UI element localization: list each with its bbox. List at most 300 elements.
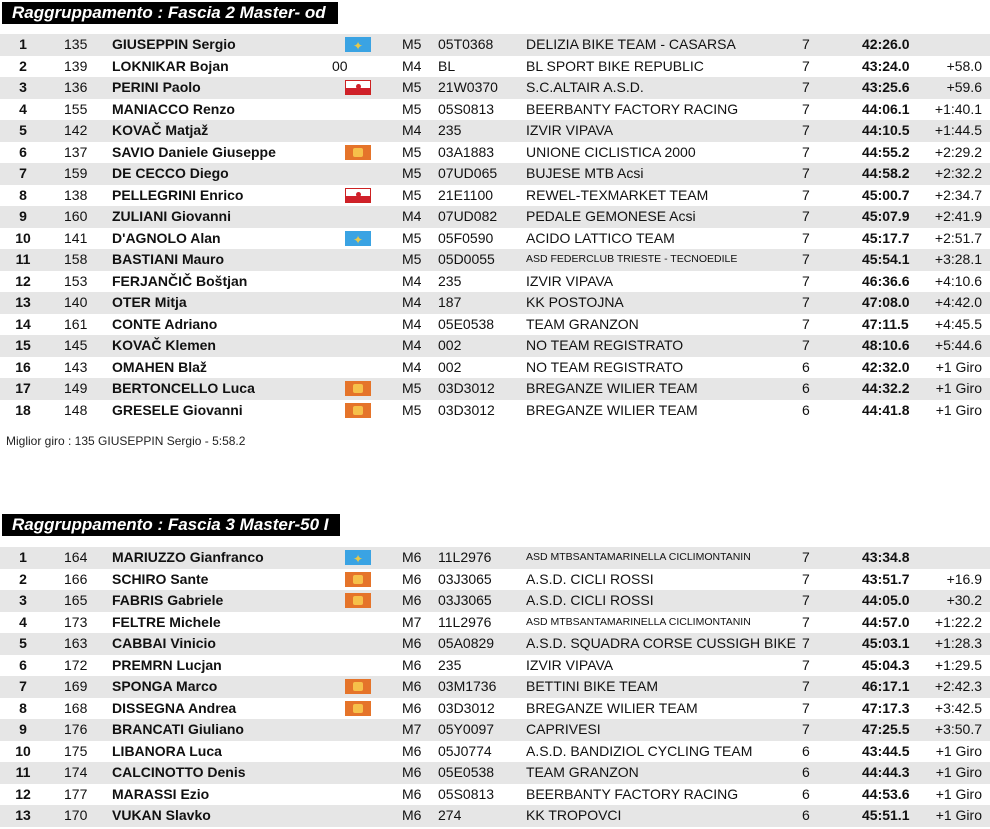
laps-cell: 7 [802, 122, 810, 138]
result-row [0, 249, 990, 271]
orange-flag-icon [345, 145, 371, 160]
category-cell: M4 [402, 358, 422, 375]
laps-cell: 6 [802, 401, 810, 418]
team-name-cell: IZVIR VIPAVA [526, 272, 614, 289]
bib-number-cell: 141 [64, 229, 88, 246]
position-cell: 13 [15, 294, 31, 310]
team-code-cell: 05D0055 [438, 251, 495, 267]
team-code-cell: 03D3012 [438, 380, 495, 396]
team-name-cell: A.S.D. BANDIZIOL CYCLING TEAM [526, 742, 753, 759]
gap-cell: +58.0 [946, 57, 982, 74]
team-name-cell: ACIDO LATTICO TEAM [526, 229, 675, 246]
category-cell: M5 [402, 186, 422, 203]
team-code-cell: 03J3065 [438, 592, 492, 608]
laps-cell: 7 [802, 57, 810, 74]
time-cell: 42:26.0 [862, 36, 910, 52]
team-code-cell: 05E0538 [438, 315, 495, 332]
result-row [0, 120, 990, 142]
position-cell: 17 [15, 380, 31, 396]
result-row [0, 314, 990, 336]
team-name-cell: CAPRIVESI [526, 721, 601, 737]
time-cell: 44:44.3 [862, 764, 910, 780]
category-cell: M7 [402, 613, 422, 630]
team-code-cell: 235 [438, 272, 462, 289]
laps-cell: 7 [802, 699, 810, 716]
category-cell: M5 [402, 100, 422, 117]
laps-cell: 7 [802, 721, 810, 737]
laps-cell: 7 [802, 294, 810, 310]
category-cell: M5 [402, 251, 422, 267]
rider-name-cell: SPONGA Marco [112, 678, 218, 694]
result-row [0, 676, 990, 698]
laps-cell: 7 [802, 549, 810, 565]
team-name-cell: A.S.D. SQUADRA CORSE CUSSIGH BIKE [526, 635, 796, 651]
position-cell: 11 [15, 764, 31, 780]
laps-cell: 7 [802, 165, 810, 181]
time-cell: 44:57.0 [862, 613, 910, 630]
section-title-fascia-3: Raggruppamento : Fascia 3 Master-50 I [2, 514, 340, 536]
bib-number-cell: 174 [64, 764, 88, 780]
result-row [0, 77, 990, 99]
blue-flag-icon [345, 231, 371, 246]
orange-flag-icon [345, 403, 371, 418]
team-name-cell: IZVIR VIPAVA [526, 122, 614, 138]
gap-cell: +1:28.3 [934, 635, 982, 651]
bib-number-cell: 169 [64, 678, 88, 694]
rider-name-cell: KOVAČ Matjaž [112, 122, 209, 138]
rider-name-cell: PELLEGRINI Enrico [112, 186, 244, 203]
gap-cell: +1:40.1 [934, 100, 982, 117]
position-cell: 16 [15, 358, 31, 375]
results-table-fascia-3 [0, 547, 990, 827]
gap-cell: +1 Giro [935, 401, 982, 418]
flag-cell [336, 698, 380, 720]
laps-cell: 7 [802, 143, 810, 160]
position-cell: 1 [19, 549, 27, 565]
rider-name-cell: PREMRN Lucjan [112, 656, 222, 673]
position-cell: 12 [15, 272, 31, 289]
team-code-cell: 21W0370 [438, 79, 498, 95]
position-cell: 3 [19, 592, 27, 608]
bib-number-cell: 139 [64, 57, 88, 74]
category-cell: M6 [402, 656, 422, 673]
position-cell: 10 [15, 229, 31, 246]
gap-cell: +2:29.2 [934, 143, 982, 160]
category-cell: M4 [402, 337, 422, 353]
flag-cell [336, 142, 380, 164]
gap-cell: +1:22.2 [934, 613, 982, 630]
gap-cell: +3:28.1 [934, 251, 982, 267]
team-name-cell: BL SPORT BIKE REPUBLIC [526, 57, 704, 74]
laps-cell: 6 [802, 380, 810, 396]
time-cell: 43:25.6 [862, 79, 910, 95]
category-cell: M6 [402, 635, 422, 651]
rider-name-cell: MARIUZZO Gianfranco [112, 549, 264, 565]
result-row [0, 741, 990, 763]
position-cell: 9 [19, 208, 27, 224]
result-row [0, 378, 990, 400]
results-table-fascia-2 [0, 34, 990, 421]
time-cell: 45:54.1 [862, 251, 910, 267]
position-cell: 6 [19, 656, 27, 673]
rider-name-cell: BASTIANI Mauro [112, 251, 224, 267]
bib-number-cell: 163 [64, 635, 88, 651]
gap-cell: +1:44.5 [934, 122, 982, 138]
result-row [0, 612, 990, 634]
team-name-cell: ASD FEDERCLUB TRIESTE - TECNOEDILE [526, 253, 738, 265]
laps-cell: 7 [802, 592, 810, 608]
bib-number-cell: 164 [64, 549, 88, 565]
gap-cell: +16.9 [946, 570, 982, 587]
laps-cell: 6 [802, 807, 810, 823]
gap-cell: +1 Giro [935, 807, 982, 823]
gap-cell: +1 Giro [935, 764, 982, 780]
flag-cell [336, 569, 380, 591]
position-cell: 3 [19, 79, 27, 95]
section-title-fascia-2: Raggruppamento : Fascia 2 Master- od [2, 2, 338, 24]
category-cell: M5 [402, 79, 422, 95]
time-cell: 47:11.5 [862, 315, 909, 332]
category-cell: M5 [402, 165, 422, 181]
orange-flag-icon [345, 572, 371, 587]
time-cell: 44:32.2 [862, 380, 910, 396]
team-code-cell: 03M1736 [438, 678, 497, 694]
result-row [0, 357, 990, 379]
laps-cell: 7 [802, 656, 810, 673]
flag-cell [336, 590, 380, 612]
bib-number-cell: 143 [64, 358, 88, 375]
team-name-cell: BEERBANTY FACTORY RACING [526, 785, 739, 802]
time-cell: 48:10.6 [862, 337, 910, 353]
orange-flag-icon [345, 679, 371, 694]
time-cell: 44:55.2 [862, 143, 910, 160]
time-cell: 47:08.0 [862, 294, 910, 310]
rider-name-cell: GRESELE Giovanni [112, 401, 243, 418]
gap-cell: +2:32.2 [934, 165, 982, 181]
result-row [0, 762, 990, 784]
bib-number-cell: 145 [64, 337, 88, 353]
rider-name-cell: OTER Mitja [112, 294, 187, 310]
position-cell: 14 [15, 315, 31, 332]
result-row [0, 805, 990, 827]
rider-name-cell: D'AGNOLO Alan [112, 229, 221, 246]
red-white-flag-icon [345, 188, 371, 203]
team-name-cell: BREGANZE WILIER TEAM [526, 380, 698, 396]
position-cell: 15 [15, 337, 31, 353]
category-cell: M4 [402, 294, 422, 310]
team-name-cell: IZVIR VIPAVA [526, 656, 614, 673]
position-cell: 7 [19, 165, 27, 181]
result-row [0, 400, 990, 422]
bib-number-cell: 140 [64, 294, 88, 310]
laps-cell: 6 [802, 358, 810, 375]
category-cell: M5 [402, 36, 422, 52]
time-cell: 45:51.1 [862, 807, 910, 823]
rider-name-cell: FERJANČIČ Boštjan [112, 272, 248, 289]
result-row [0, 185, 990, 207]
team-code-cell: BL [438, 57, 456, 74]
team-name-cell: DELIZIA BIKE TEAM - CASARSA [526, 36, 736, 52]
position-cell: 6 [19, 143, 27, 160]
rider-name-cell: SAVIO Daniele Giuseppe [112, 143, 276, 160]
flag-text-cell: 00 [332, 57, 348, 74]
category-cell: M4 [402, 208, 422, 224]
laps-cell: 7 [802, 79, 810, 95]
rider-name-cell: CALCINOTTO Denis [112, 764, 246, 780]
bib-number-cell: 138 [64, 186, 88, 203]
bib-number-cell: 136 [64, 79, 88, 95]
red-white-flag-icon [345, 80, 371, 95]
bib-number-cell: 170 [64, 807, 88, 823]
team-code-cell: 05S0813 [438, 100, 495, 117]
team-name-cell: BREGANZE WILIER TEAM [526, 699, 698, 716]
team-code-cell: 03A1883 [438, 143, 495, 160]
rider-name-cell: SCHIRO Sante [112, 570, 209, 587]
gap-cell: +2:34.7 [934, 186, 982, 203]
rider-name-cell: MANIACCO Renzo [112, 100, 235, 117]
category-cell: M4 [402, 122, 422, 138]
time-cell: 44:58.2 [862, 165, 910, 181]
rider-name-cell: ZULIANI Giovanni [112, 208, 231, 224]
team-name-cell: A.S.D. CICLI ROSSI [526, 570, 654, 587]
bib-number-cell: 165 [64, 592, 88, 608]
result-row [0, 292, 990, 314]
team-code-cell: 03J3065 [438, 570, 492, 587]
position-cell: 2 [19, 570, 27, 587]
category-cell: M6 [402, 592, 422, 608]
gap-cell: +1 Giro [935, 785, 982, 802]
gap-cell: +1 Giro [935, 742, 982, 759]
team-name-cell: KK TROPOVCI [526, 807, 622, 823]
laps-cell: 6 [802, 785, 810, 802]
flag-cell [336, 676, 380, 698]
bib-number-cell: 137 [64, 143, 88, 160]
laps-cell: 7 [802, 635, 810, 651]
laps-cell: 7 [802, 678, 810, 694]
gap-cell: +4:42.0 [934, 294, 982, 310]
rider-name-cell: CABBAI Vinicio [112, 635, 216, 651]
bib-number-cell: 148 [64, 401, 88, 418]
bib-number-cell: 168 [64, 699, 88, 716]
gap-cell: +4:45.5 [934, 315, 982, 332]
team-name-cell: A.S.D. CICLI ROSSI [526, 592, 654, 608]
position-cell: 13 [15, 807, 31, 823]
result-row [0, 569, 990, 591]
gap-cell: +59.6 [946, 79, 982, 95]
time-cell: 45:00.7 [862, 186, 910, 203]
result-row [0, 719, 990, 741]
category-cell: M4 [402, 315, 422, 332]
team-code-cell: 03D3012 [438, 699, 495, 716]
rider-name-cell: LOKNIKAR Bojan [112, 57, 229, 74]
result-row [0, 633, 990, 655]
laps-cell: 7 [802, 251, 810, 267]
gap-cell: +2:51.7 [934, 229, 982, 246]
result-row [0, 34, 990, 56]
bib-number-cell: 155 [64, 100, 88, 117]
team-name-cell: S.C.ALTAIR A.S.D. [526, 79, 644, 95]
gap-cell: +2:42.3 [934, 678, 982, 694]
time-cell: 43:51.7 [862, 570, 910, 587]
position-cell: 2 [19, 57, 27, 74]
team-code-cell: 05Y0097 [438, 721, 495, 737]
category-cell: M5 [402, 143, 422, 160]
team-code-cell: 07UD082 [438, 208, 498, 224]
position-cell: 11 [15, 251, 31, 267]
time-cell: 44:41.8 [862, 401, 910, 418]
rider-name-cell: GIUSEPPIN Sergio [112, 36, 236, 52]
laps-cell: 7 [802, 208, 810, 224]
category-cell: M6 [402, 785, 422, 802]
rider-name-cell: LIBANORA Luca [112, 742, 222, 759]
team-code-cell: 07UD065 [438, 165, 498, 181]
team-code-cell: 002 [438, 358, 462, 375]
flag-cell [336, 378, 380, 400]
position-cell: 18 [15, 401, 31, 418]
gap-cell: +1 Giro [935, 380, 982, 396]
category-cell: M5 [402, 401, 422, 418]
rider-name-cell: CONTE Adriano [112, 315, 218, 332]
position-cell: 4 [19, 613, 27, 630]
time-cell: 44:53.6 [862, 785, 910, 802]
team-code-cell: 187 [438, 294, 462, 310]
laps-cell: 7 [802, 337, 810, 353]
position-cell: 5 [19, 635, 27, 651]
position-cell: 8 [19, 186, 27, 203]
bib-number-cell: 149 [64, 380, 88, 396]
gap-cell: +3:42.5 [934, 699, 982, 716]
rider-name-cell: BERTONCELLO Luca [112, 380, 255, 396]
laps-cell: 7 [802, 100, 810, 117]
team-code-cell: 235 [438, 122, 462, 138]
result-row [0, 698, 990, 720]
result-row [0, 784, 990, 806]
time-cell: 43:34.8 [862, 549, 910, 565]
rider-name-cell: KOVAČ Klemen [112, 337, 216, 353]
team-name-cell: UNIONE CICLISTICA 2000 [526, 143, 696, 160]
bib-number-cell: 135 [64, 36, 88, 52]
team-code-cell: 05F0590 [438, 229, 494, 246]
result-row [0, 590, 990, 612]
result-row [0, 228, 990, 250]
team-name-cell: NO TEAM REGISTRATO [526, 337, 684, 353]
position-cell: 4 [19, 100, 27, 117]
category-cell: M4 [402, 272, 422, 289]
result-row [0, 206, 990, 228]
result-row [0, 99, 990, 121]
rider-name-cell: MARASSI Ezio [112, 785, 210, 802]
result-row [0, 163, 990, 185]
result-row [0, 142, 990, 164]
category-cell: M6 [402, 764, 422, 780]
team-code-cell: 21E1100 [438, 186, 494, 203]
position-cell: 10 [15, 742, 31, 759]
category-cell: M4 [402, 57, 422, 74]
position-cell: 1 [19, 36, 27, 52]
team-name-cell: ASD MTBSANTAMARINELLA CICLIMONTANIN [526, 615, 751, 628]
laps-cell: 7 [802, 613, 810, 630]
category-cell: M5 [402, 380, 422, 396]
blue-flag-icon [345, 550, 371, 565]
gap-cell: +5:44.6 [934, 337, 982, 353]
time-cell: 45:03.1 [862, 635, 910, 651]
orange-flag-icon [345, 381, 371, 396]
category-cell: M6 [402, 678, 422, 694]
laps-cell: 7 [802, 186, 810, 203]
time-cell: 45:17.7 [862, 229, 910, 246]
bib-number-cell: 166 [64, 570, 88, 587]
team-code-cell: 05A0829 [438, 635, 495, 651]
rider-name-cell: VUKAN Slavko [112, 807, 211, 823]
team-name-cell: BREGANZE WILIER TEAM [526, 401, 698, 418]
flag-cell [336, 185, 380, 207]
orange-flag-icon [345, 701, 371, 716]
laps-cell: 7 [802, 229, 810, 246]
team-code-cell: 05S0813 [438, 785, 495, 802]
blue-flag-icon [345, 37, 371, 52]
bib-number-cell: 172 [64, 656, 88, 673]
team-code-cell: 03D3012 [438, 401, 495, 418]
team-code-cell: 274 [438, 807, 462, 823]
category-cell: M6 [402, 549, 422, 565]
position-cell: 12 [15, 785, 31, 802]
laps-cell: 7 [802, 570, 810, 587]
bib-number-cell: 173 [64, 613, 88, 630]
position-cell: 9 [19, 721, 27, 737]
team-name-cell: ASD MTBSANTAMARINELLA CICLIMONTANIN [526, 551, 751, 563]
bib-number-cell: 175 [64, 742, 88, 759]
bib-number-cell: 177 [64, 785, 88, 802]
team-name-cell: PEDALE GEMONESE Acsi [526, 208, 696, 224]
bib-number-cell: 176 [64, 721, 88, 737]
result-row [0, 271, 990, 293]
rider-name-cell: BRANCATI Giuliano [112, 721, 244, 737]
laps-cell: 6 [802, 764, 810, 780]
laps-cell: 6 [802, 742, 810, 759]
category-cell: M7 [402, 721, 422, 737]
category-cell: M5 [402, 229, 422, 246]
laps-cell: 7 [802, 36, 810, 52]
team-code-cell: 11L2976 [438, 549, 492, 565]
rider-name-cell: OMAHEN Blaž [112, 358, 207, 375]
laps-cell: 7 [802, 272, 810, 289]
category-cell: M6 [402, 807, 422, 823]
time-cell: 44:06.1 [862, 100, 910, 117]
time-cell: 45:07.9 [862, 208, 910, 224]
time-cell: 42:32.0 [862, 358, 910, 375]
team-code-cell: 002 [438, 337, 462, 353]
orange-flag-icon [345, 593, 371, 608]
team-code-cell: 05T0368 [438, 36, 494, 52]
gap-cell: +4:10.6 [934, 272, 982, 289]
category-cell: M6 [402, 742, 422, 759]
flag-cell [336, 77, 380, 99]
team-name-cell: TEAM GRANZON [526, 764, 639, 780]
time-cell: 46:36.6 [862, 272, 910, 289]
team-name-cell: BEERBANTY FACTORY RACING [526, 100, 739, 117]
time-cell: 43:24.0 [862, 57, 910, 74]
time-cell: 45:04.3 [862, 656, 910, 673]
position-cell: 8 [19, 699, 27, 716]
rider-name-cell: DE CECCO Diego [112, 165, 229, 181]
team-name-cell: BETTINI BIKE TEAM [526, 678, 658, 694]
time-cell: 44:10.5 [862, 122, 910, 138]
flag-cell [336, 34, 380, 56]
team-name-cell: BUJESE MTB Acsi [526, 165, 644, 181]
team-code-cell: 05E0538 [438, 764, 495, 780]
time-cell: 46:17.1 [862, 678, 910, 694]
bib-number-cell: 158 [64, 251, 88, 267]
